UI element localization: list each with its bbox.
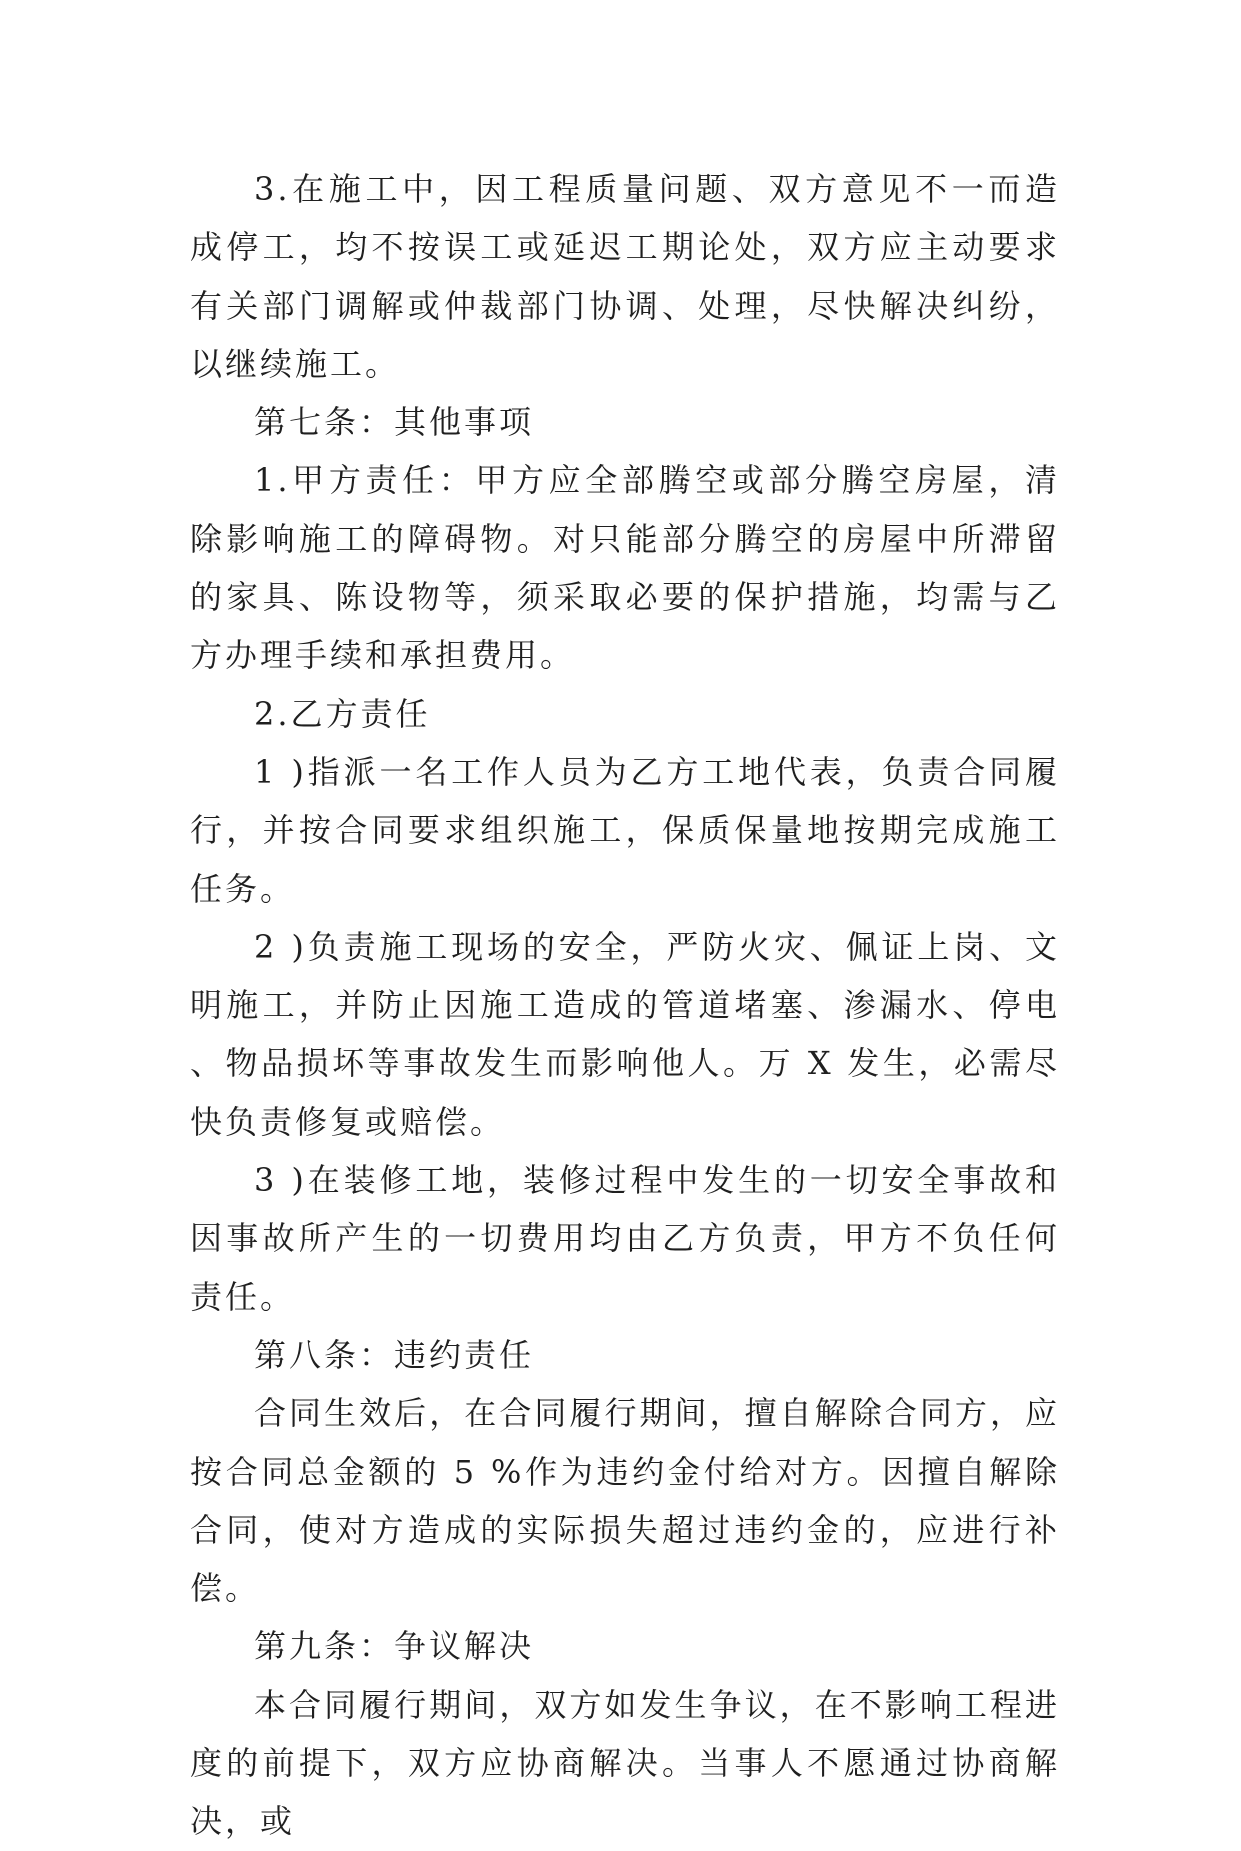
paragraph-party-b-item-1: 1 )指派一名工作人员为乙方工地代表，负责合同履行，并按合同要求组织施工，保质保量地按期完成施工任务。 [190, 752, 1060, 908]
paragraph-dispute-resolution: 本合同履行期间，双方如发生争议，在不影响工程进度的前提下，双方应协商解决。当事人不愿通过协商解决，或 [190, 1685, 1060, 1841]
paragraph-breach-liability: 合同生效后，在合同履行期间，擅自解除合同方，应按合同总金额的 5 %作为违约金付给对方。因擅自解除合同，使对方造成的实际损失超过违约金的，应进行补偿。 [190, 1394, 1060, 1608]
paragraph-clause-6-item-3: 3.在施工中，因工程质量问题、双方意见不一而造成停工，均不按误工或延迟工期论处，双方应主动要求有关部门调解或仲裁部门协调、处理，尽快解决纠纷，以继续施工。 [190, 170, 1060, 383]
paragraph-party-a-responsibility: 1.甲方责任：甲方应全部腾空或部分腾空房屋，清除影响施工的障碍物。对只能部分腾空的房屋中所滞留的家具、陈设物等，须采取必要的保护措施，均需与乙方办理手续和承担费用。 [190, 461, 1060, 675]
paragraph-party-b-item-3: 3 )在装修工地，装修过程中发生的一切安全事故和因事故所产生的一切费用均由乙方负责，甲方不负任何责任。 [190, 1161, 1060, 1316]
paragraph-party-b-item-2: 2 )负责施工现场的安全，严防火灾、佩证上岗、文明施工，并防止因施工造成的管道堵塞、渗漏水、停电、物品损坏等事故发生而影响他人。万 X 发生，必需尽快负责修复或赔偿。 [190, 927, 1060, 1141]
heading-article-9: 第九条：争议解决 [254, 1627, 535, 1666]
heading-article-8: 第八条：违约责任 [254, 1335, 535, 1374]
document-body [190, 160, 1060, 1851]
heading-article-7: 第七条：其他事项 [254, 403, 535, 442]
heading-party-b-responsibility: 2.乙方责任 [254, 694, 431, 733]
